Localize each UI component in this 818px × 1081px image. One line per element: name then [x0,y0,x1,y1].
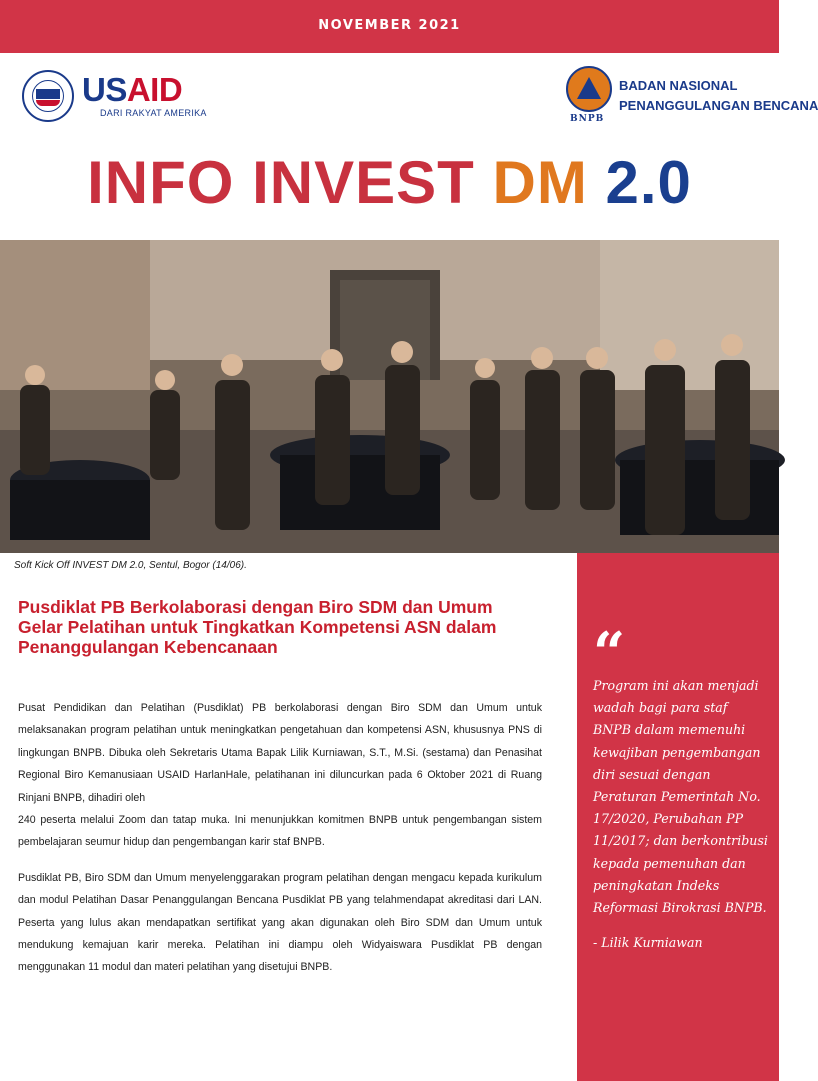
bnpb-name [619,76,818,116]
headline-line-1: Pusdiklat PB Berkolaborasi dengan Biro SDM dan Umum [18,597,493,617]
sidebar-quote: Program ini akan menjadi wadah bagi para staf BNPB dalam memenuhi kewajiban pengembangan diri sesuai dengan Peraturan Pemerintah No. 17/2020, Perubahan PP 11/2017; dan berkontribusi kepada pemenuhan dan peningkatan Indeks Reformasi Birokrasi BNPB. [593,678,768,916]
title-part-version: 2.0 [605,149,692,216]
article-paragraph-1b: 240 peserta melalui Zoom dan tatap muka. Ini menunjukkan komitmen BNPB untuk pengembangan sistem pembelajaran seumur hidup dan pengembangan karir staf BNPB. [18,814,542,849]
quote-sidebar [577,553,779,1081]
usaid-seal-icon [22,70,74,122]
quote-author: - Lilik Kurniawan [593,935,703,950]
article-body [18,697,542,992]
usaid-wordmark [82,72,182,108]
quote-mark-icon: “ [593,620,626,686]
bnpb-name-line2: PENANGGULANGAN BENCANA [619,98,818,113]
newsletter-title [0,150,779,216]
bnpb-abbr: BNPB [570,114,605,124]
event-photo-illustration [0,240,779,553]
title-part-info-invest: INFO INVEST [87,149,493,216]
article-headline [18,597,566,657]
usaid-tagline: DARI RAKYAT AMERIKA [100,108,207,118]
usaid-wordmark-aid: AID [126,71,183,108]
top-banner [0,0,779,53]
bnpb-name-line1: BADAN NASIONAL [619,78,738,93]
title-part-dm: DM [492,149,606,216]
article-paragraph-2: Pusdiklat PB, Biro SDM dan Umum menyelenggarakan program pelatihan dengan mengacu kepada kurikulum dan modul Pelatihan Dasar Penanggulangan Bencana Pusdiklat PB yang telahmendapat akreditasi dari LAN. Peserta yang lulus akan mendapatkan sertifikat yang akan digunakan oleh Biro SDM dan Umum untuk mendukung kemajuan karir mereka. Pelatihan ini diampu oleh Widyaiswara Pusdiklat PB dengan menggunakan 11 modul dan materi pelatihan yang disetujui BNPB. [18,871,542,974]
bnpb-emblem-icon [566,66,612,112]
headline-line-2: Gelar Pelatihan untuk Tingkatkan Kompetensi ASN dalam [18,617,497,637]
photo-caption: Soft Kick Off INVEST DM 2.0, Sentul, Bogor (14/06). [14,560,247,571]
article-paragraph-1: Pusat Pendidikan dan Pelatihan (Pusdiklat) PB berkolaborasi dengan Biro SDM dan Umum untuk melaksanakan program pelatihan untuk meningkatkan pengetahuan dan kompetensi ASN, khususnya PNS di lingkungan BNPB. Dibuka oleh Sekretaris Utama Bapak Lilik Kurniawan, S.T., M.Si. (sestama) dan Penasihat Regional Biro Kemanusiaan USAID HarlanHale, pelatihanan ini diluncurkan pada 6 Oktober 2021 di Ruang Rinjani BNPB, dihadiri oleh [18,702,542,804]
usaid-logo [22,70,222,126]
headline-line-3: Penanggulangan Kebencanaan [18,637,278,657]
issue-date: NOVEMBER 2021 [318,18,461,33]
bnpb-logo [566,66,818,126]
usaid-wordmark-us: US [82,71,127,108]
event-photo [0,240,779,553]
